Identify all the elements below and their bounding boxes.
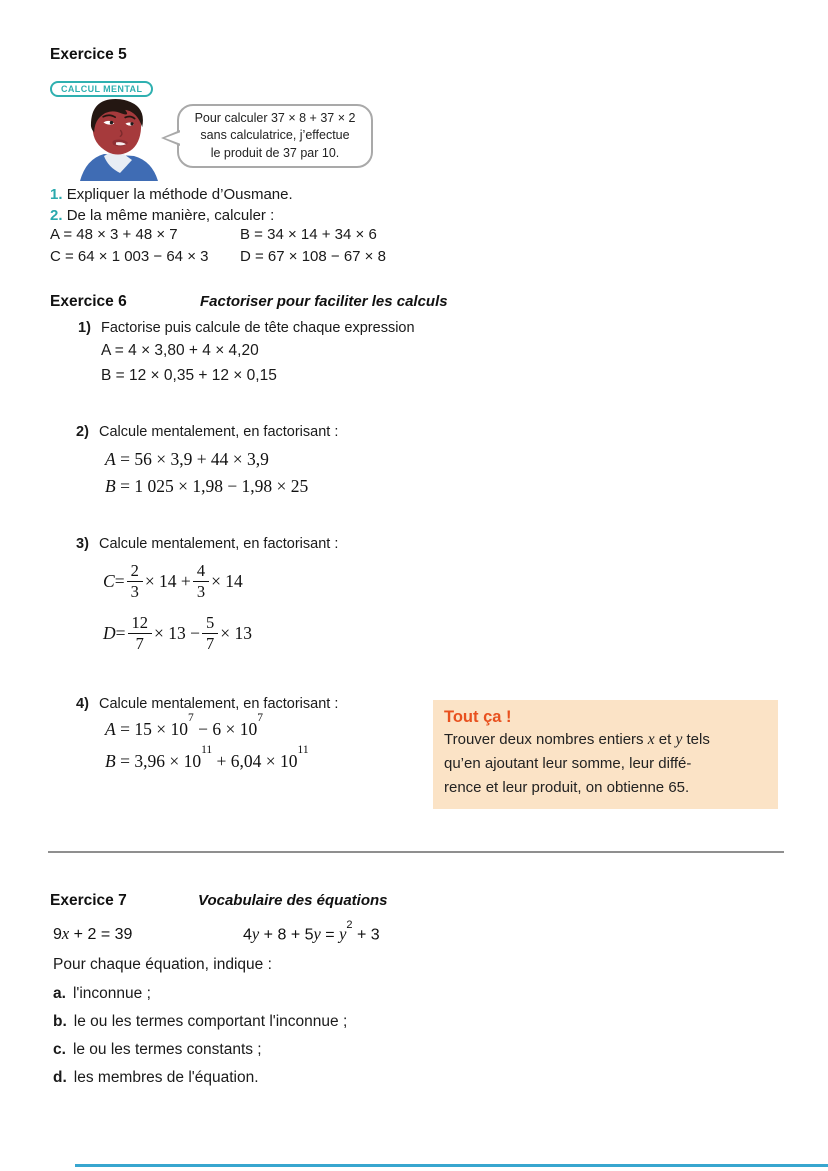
section-divider <box>48 851 784 853</box>
item-text: le ou les termes constants ; <box>72 1041 262 1058</box>
denominator: 7 <box>135 633 144 653</box>
question-text: Expliquer la méthode d’Ousmane. <box>66 186 293 203</box>
equation-d: D = 67 × 108 − 67 × 8 <box>240 248 386 265</box>
exercise5-question-2 <box>50 205 274 226</box>
exercise6-title: Exercice 6 <box>50 293 127 310</box>
variable: B <box>105 476 116 496</box>
callout-text: tels <box>682 731 710 748</box>
numerator: 5 <box>202 614 218 633</box>
variable: A <box>105 449 116 469</box>
denominator: 7 <box>206 633 215 653</box>
item-letter: b. <box>53 1013 67 1030</box>
variable-x: x <box>647 731 655 748</box>
q2-equation-a <box>105 449 269 470</box>
expression: + 2 = 39 <box>69 926 133 943</box>
q3-equation-c <box>103 558 243 604</box>
calcul-mental-badge <box>50 79 153 97</box>
q3-text: Calcule mentalement, en factorisant : <box>99 536 339 552</box>
question-text: De la même manière, calculer : <box>66 207 275 224</box>
exercise7-intro: Pour chaque équation, indique : <box>53 956 272 973</box>
trailing-term: × 14 <box>211 570 243 591</box>
q1-number: 1) <box>78 320 91 336</box>
variable: C <box>103 570 115 591</box>
exercise7-equation-2 <box>243 919 380 944</box>
exercise5-question-1 <box>50 184 293 205</box>
equation-c: C = 64 × 1 003 − 64 × 3 <box>50 248 209 265</box>
variable-y: y <box>251 924 260 944</box>
expression: = 3,96 × 10 <box>115 751 202 771</box>
fraction <box>193 562 209 600</box>
operator-term: × 14 + <box>144 570 191 591</box>
question-number: 2. <box>50 207 63 224</box>
item-letter: d. <box>53 1069 67 1086</box>
list-item-a <box>53 984 151 1004</box>
q4-equation-b <box>105 744 309 772</box>
variable-y: y <box>339 924 347 944</box>
q2-number: 2) <box>76 424 89 440</box>
exercise7-subtitle: Vocabulaire des équations <box>198 892 388 909</box>
exponent: 7 <box>257 712 263 725</box>
callout-text: qu’en ajoutant leur somme, leur diffé- <box>444 755 692 772</box>
ousmane-illustration <box>68 97 166 181</box>
denominator: 3 <box>130 581 139 601</box>
list-item-c <box>53 1040 262 1060</box>
callout-text: et <box>654 731 676 748</box>
list-item-d <box>53 1068 259 1088</box>
exercise7-equation-1 <box>53 924 132 944</box>
numerator: 4 <box>193 562 209 581</box>
q1-text: Factorise puis calcule de tête chaque expression <box>101 320 415 336</box>
callout-title: Tout ça ! <box>444 708 512 726</box>
equation-a: A = 48 × 3 + 48 × 7 <box>50 226 178 243</box>
fraction <box>128 614 153 652</box>
q4-number: 4) <box>76 696 89 712</box>
item-text: l'inconnue ; <box>72 985 151 1002</box>
item-text: les membres de l'équation. <box>73 1069 259 1086</box>
callout-text: rence et leur produit, on obtienne 65. <box>444 779 690 796</box>
exponent: 7 <box>187 712 194 725</box>
q3-number: 3) <box>76 536 89 552</box>
variable-y: y <box>675 731 683 748</box>
exercise7-title: Exercice 7 <box>50 892 127 909</box>
list-item-b <box>53 1012 347 1032</box>
speech-line-3: le produit de 37 par 10. <box>210 145 340 160</box>
q1-equation-b: B = 12 × 0,35 + 12 × 0,15 <box>101 367 277 384</box>
callout-text: Trouver deux nombres entiers <box>444 731 648 748</box>
q2-text: Calcule mentalement, en factorisant : <box>99 424 339 440</box>
exercise6-subtitle: Factoriser pour faciliter les calculs <box>200 293 448 310</box>
exercise5-equations <box>50 226 386 265</box>
item-letter: c. <box>53 1041 66 1058</box>
expression: + 6,04 × 10 <box>212 751 298 771</box>
item-letter: a. <box>53 985 66 1002</box>
callout-body <box>444 728 767 800</box>
equals: = <box>320 926 340 944</box>
question-number: 1. <box>50 186 63 203</box>
variable-x: x <box>61 924 70 943</box>
exponent: 2 <box>346 919 353 931</box>
variable-y: y <box>313 924 321 944</box>
q2-equation-b <box>105 476 308 497</box>
q4-text: Calcule mentalement, en factorisant : <box>99 696 339 712</box>
expression: = 1 025 × 1,98 − 1,98 × 25 <box>115 476 309 496</box>
exponent: 11 <box>201 744 213 757</box>
q1-equation-a: A = 4 × 3,80 + 4 × 4,20 <box>101 342 259 359</box>
exponent: 11 <box>297 744 309 757</box>
fraction <box>202 614 218 652</box>
boy-avatar-icon <box>68 97 166 181</box>
coefficient: 9 <box>53 926 62 943</box>
equation-b: B = 34 × 14 + 34 × 6 <box>240 226 377 243</box>
speech-bubble <box>177 104 373 168</box>
q3-equation-d <box>103 610 252 656</box>
equals: = <box>115 622 126 643</box>
page-bottom-rule <box>75 1164 828 1167</box>
fraction <box>127 562 143 600</box>
item-text: le ou les termes comportant l'inconnue ; <box>73 1013 348 1030</box>
numerator: 12 <box>128 614 153 633</box>
expression: = 15 × 10 <box>115 719 188 739</box>
numerator: 2 <box>127 562 143 581</box>
expression: + 3 <box>352 926 380 944</box>
trailing-term: × 13 <box>220 622 253 643</box>
exercise5-title: Exercice 5 <box>50 46 127 63</box>
expression: − 6 × 10 <box>193 719 258 739</box>
variable: A <box>105 719 116 739</box>
denominator: 3 <box>196 581 206 601</box>
operator-term: × 13 − <box>154 622 201 643</box>
calcul-mental-badge-label: CALCUL MENTAL <box>50 81 153 97</box>
equals: = <box>114 570 125 591</box>
speech-line-1: Pour calculer 37 × 8 + 37 × 2 <box>194 111 356 125</box>
tout-ca-callout <box>433 700 778 809</box>
coefficient: 4 <box>243 926 252 944</box>
expression: + 8 + 5 <box>259 926 314 944</box>
variable: D <box>103 622 116 643</box>
q4-equation-a <box>105 712 263 740</box>
speech-line-2: sans calculatrice, j’effectue <box>200 128 350 143</box>
variable: B <box>105 751 116 771</box>
expression: = 56 × 3,9 + 44 × 3,9 <box>115 449 269 469</box>
